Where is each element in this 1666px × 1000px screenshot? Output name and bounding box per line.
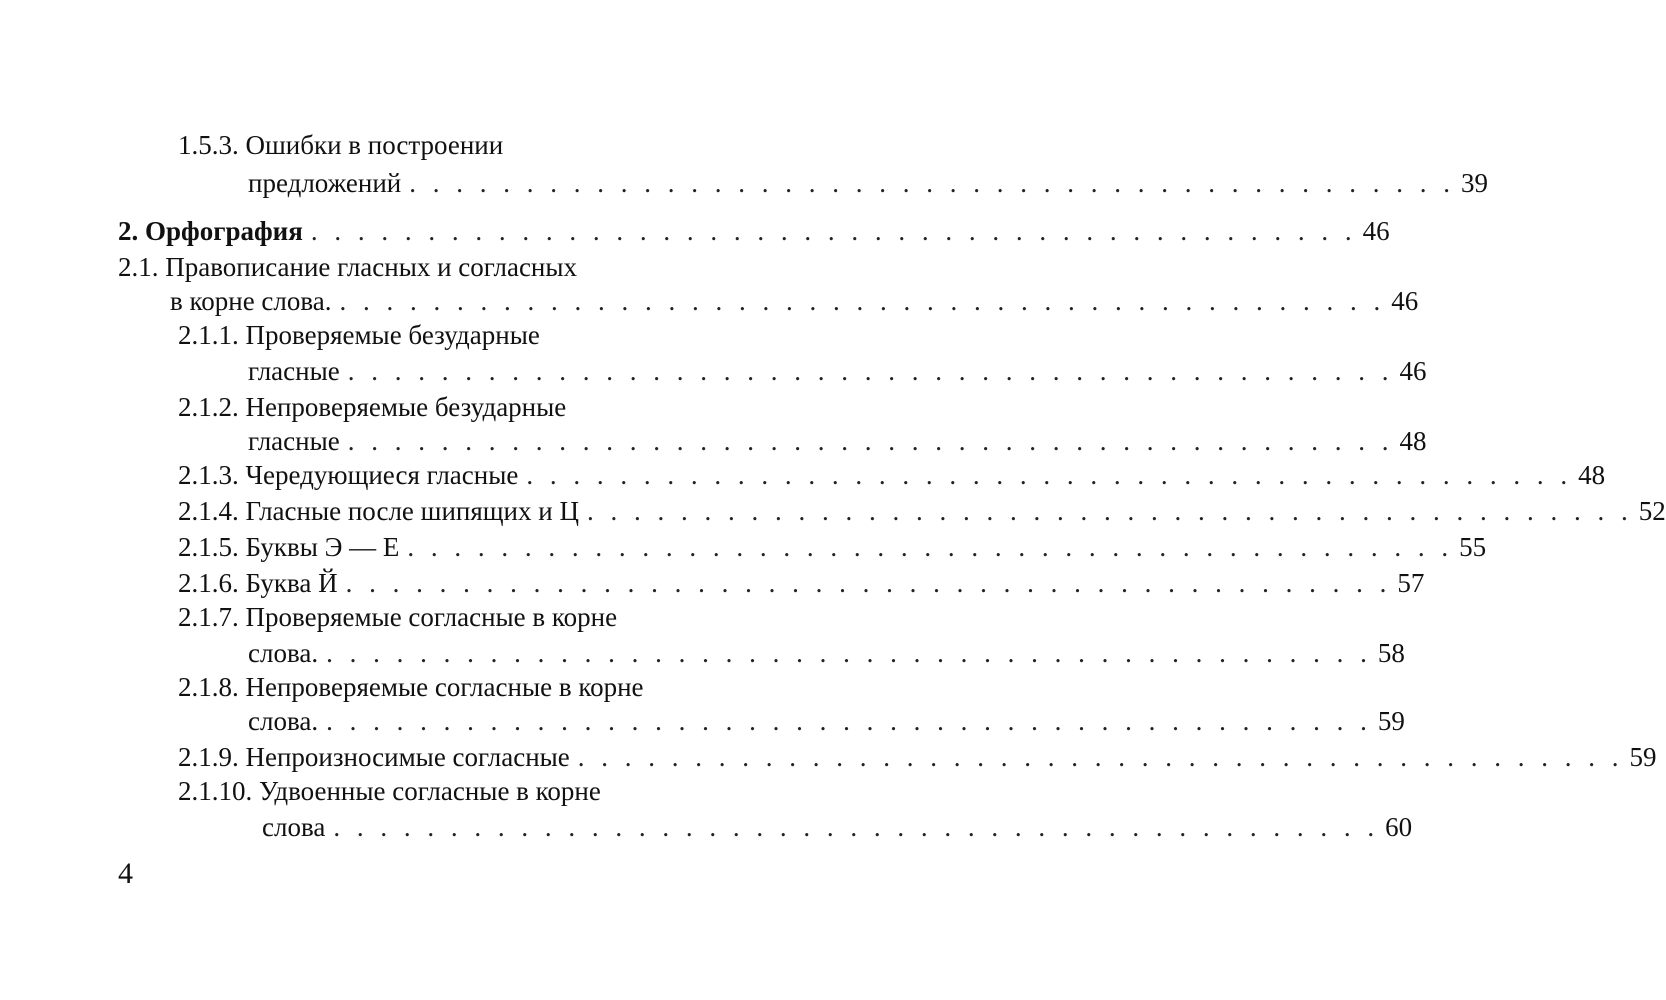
toc-entry-2-1-8-cont [248, 704, 1405, 738]
toc-dot-leader: . . . . . . . . . . . . . . . . . . . . . . . . . . . . . . . . . . . . . . . . . . . . . [345, 568, 1392, 598]
toc-dot-leader: . . . . . . . . . . . . . . . . . . . . . . . . . . . . . . . . . . . . . . . . . . . . . [326, 706, 1372, 736]
toc-entry-title: 2.1.4. Гласные после шипящих и Ц [178, 496, 579, 526]
toc-entry-title: 2.1.5. Буквы Э — Е [178, 532, 400, 562]
toc-entry-title: 2.1.2. Непроверяемые безударные [178, 392, 567, 422]
toc-page-number: 59 [1377, 706, 1405, 736]
toc-page-number: 59 [1629, 742, 1657, 772]
toc-dot-leader: . . . . . . . . . . . . . . . . . . . . . . . . . . . . . . . . . . . . . . . . . . . . . [326, 638, 1372, 668]
toc-entry-title: 2.1. Правописание гласных и согласных [118, 252, 578, 282]
toc-entry-title: 1.5.3. Ошибки в построении [178, 130, 504, 160]
toc-dot-leader: . . . . . . . . . . . . . . . . . . . . . . . . . . . . . . . . . . . . . . . . . . . . . [347, 356, 1394, 386]
toc-page-number: 52 [1638, 496, 1666, 526]
toc-page-number: 46 [1362, 216, 1390, 246]
toc-entry-2-1-6 [178, 566, 1425, 600]
toc-entry-title: 2.1.10. Удвоенные согласные в корне [178, 776, 601, 806]
toc-page-number: 60 [1385, 812, 1413, 842]
toc-entry-title: слова [262, 812, 326, 842]
toc-page-number: 39 [1461, 168, 1488, 198]
page-number: 4 [118, 857, 133, 890]
toc-page-number: 48 [1578, 460, 1606, 490]
toc-entry-title: в корне слова. [170, 286, 332, 316]
toc-entry-2-1-8 [178, 670, 718, 704]
toc-page-number: 46 [1391, 286, 1419, 316]
toc-entry-title: слова. [248, 706, 319, 736]
toc-entry-title: 2.1.6. Буква Й [178, 568, 338, 598]
toc-entry-2-1-2 [178, 390, 718, 424]
toc-page-number: 57 [1397, 568, 1425, 598]
toc-entry-title: предложений [248, 168, 402, 198]
toc-dot-leader: . . . . . . . . . . . . . . . . . . . . . . . . . . . . . . . . . . . . . . . . . . . . . [586, 496, 1633, 526]
toc-entry-title: гласные [248, 426, 340, 456]
toc-entry-2 [118, 214, 1390, 248]
toc-page-number: 48 [1399, 426, 1427, 456]
toc-entry-2-1 [118, 250, 718, 284]
toc-page-number: 55 [1459, 532, 1487, 562]
toc-dot-leader: . . . . . . . . . . . . . . . . . . . . . . . . . . . . . . . . . . . . . . . . . . . . . [409, 168, 1455, 198]
toc-entry-1-5-3 [178, 128, 718, 162]
toc-dot-leader: . . . . . . . . . . . . . . . . . . . . . . . . . . . . . . . . . . . . . . . . . . . . . [347, 426, 1394, 456]
toc-entry-title: 2.1.9. Непроизносимые согласные [178, 742, 570, 772]
toc-entry-2-1-5 [178, 530, 1487, 564]
toc-entry-2-1-4 [178, 494, 1666, 528]
toc-entry-2-1-7 [178, 600, 718, 634]
toc-entry-title: 2.1.7. Проверяемые согласные в корне [178, 602, 618, 632]
toc-dot-leader: . . . . . . . . . . . . . . . . . . . . . . . . . . . . . . . . . . . . . . . . . . . . . [407, 532, 1454, 562]
toc-page-number: 58 [1377, 638, 1405, 668]
toc-entry-2-1-10 [178, 774, 718, 808]
toc-dot-leader: . . . . . . . . . . . . . . . . . . . . . . . . . . . . . . . . . . . . . . . . . . . . . [577, 742, 1624, 772]
toc-entry-title: 2.1.3. Чередующиеся гласные [178, 460, 519, 490]
toc-entry-title: 2.1.8. Непроверяемые согласные в корне [178, 672, 644, 702]
toc-dot-leader: . . . . . . . . . . . . . . . . . . . . . . . . . . . . . . . . . . . . . . . . . . . . . [526, 460, 1573, 490]
toc-entry-2-1-3 [178, 458, 1606, 492]
toc-entry-title: гласные [248, 356, 340, 386]
toc-page-number: 46 [1399, 356, 1427, 386]
toc-entry-2-1-7-cont [248, 636, 1405, 670]
toc-entry-1-5-3-cont [248, 166, 1488, 200]
toc-dot-leader: . . . . . . . . . . . . . . . . . . . . . . . . . . . . . . . . . . . . . . . . . . . . . [339, 286, 1386, 316]
toc-entry-2-1-2-cont [248, 424, 1427, 458]
toc-entry-title: слова. [248, 638, 319, 668]
toc-entry-2-1-9 [178, 740, 1657, 774]
toc-entry-2-1-cont [170, 284, 1419, 318]
toc-entry-2-1-1-cont [248, 354, 1427, 388]
toc-dot-leader: . . . . . . . . . . . . . . . . . . . . . . . . . . . . . . . . . . . . . . . . . . . . . [310, 216, 1357, 246]
toc-dot-leader: . . . . . . . . . . . . . . . . . . . . . . . . . . . . . . . . . . . . . . . . . . . . . [333, 812, 1380, 842]
toc-entry-2-1-1 [178, 318, 718, 352]
toc-entry-2-1-10-cont [262, 810, 1413, 844]
toc-entry-title: 2.1.1. Проверяемые безударные [178, 320, 540, 350]
toc-section-title: 2. Орфография [118, 216, 303, 246]
